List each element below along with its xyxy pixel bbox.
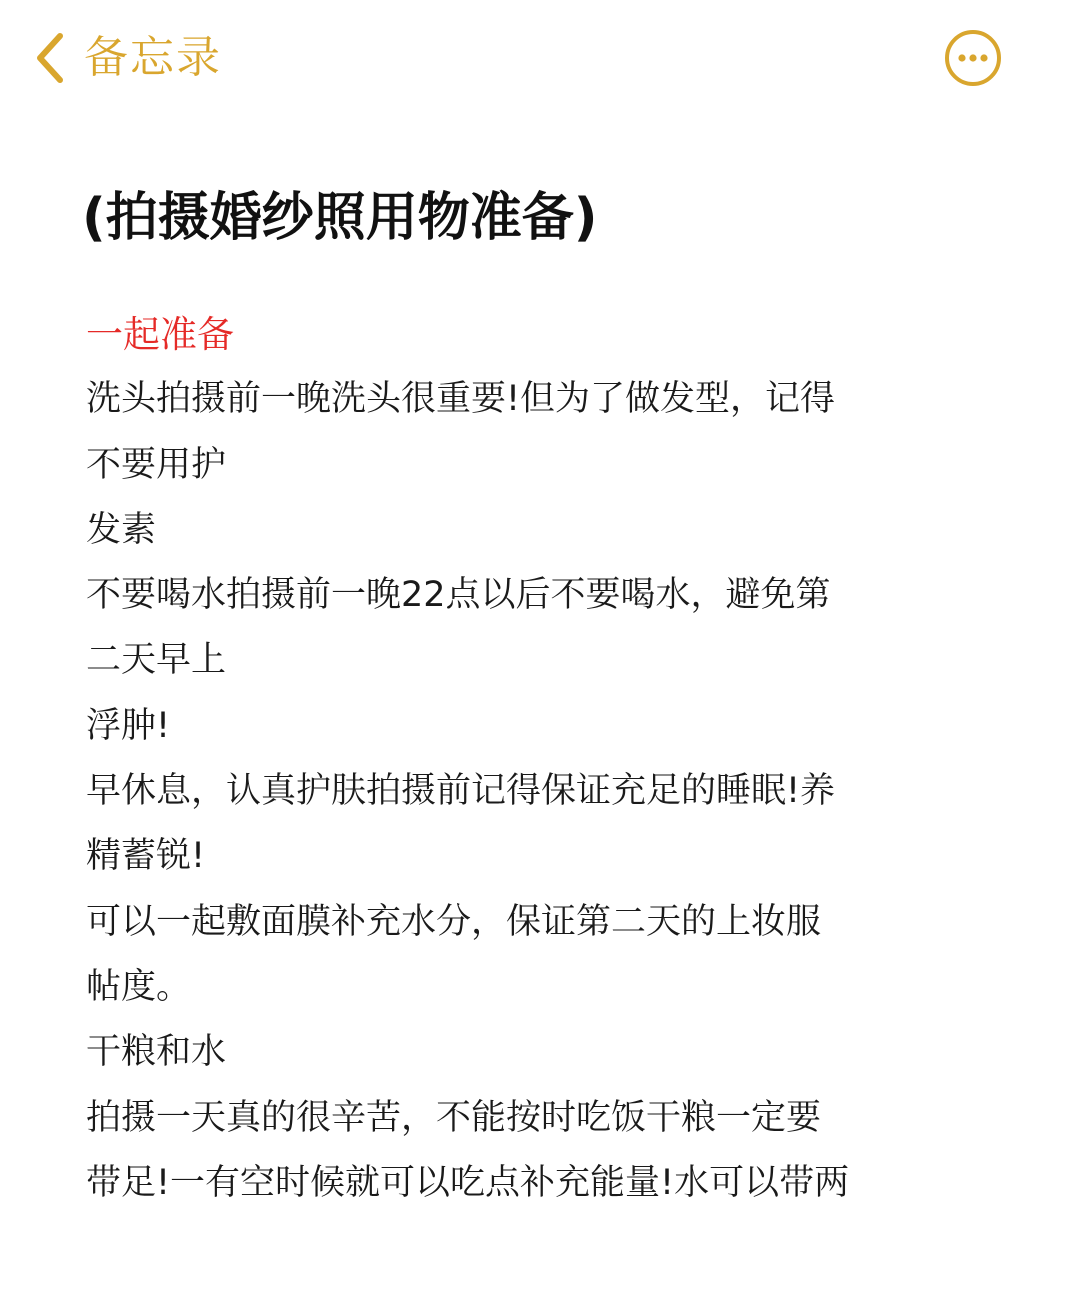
note-line: 早休息，认真护肤拍摄前记得保证充足的睡眠!养 <box>86 771 836 812</box>
note-title: (拍摄婚纱照用物准备) <box>82 188 598 248</box>
navigation-bar <box>0 0 1080 120</box>
section-heading: 一起准备 <box>86 313 234 356</box>
note-line: 发素 <box>86 509 157 550</box>
note-line: 帖度。 <box>86 966 192 1007</box>
note-line: 不要喝水拍摄前一晚22点以后不要喝水，避免第 <box>86 575 831 616</box>
note-line: 干粮和水 <box>86 1032 227 1073</box>
note-line: 不要用护 <box>86 444 227 485</box>
back-label: 备忘录 <box>84 32 222 83</box>
note-line: 拍摄一天真的很辛苦，不能按时吃饭干粮一定要 <box>86 1097 822 1138</box>
note-line: 带足!一有空时候就可以吃点补充能量!水可以带两 <box>86 1162 850 1203</box>
more-options-button[interactable] <box>944 29 1002 87</box>
note-line: 洗头拍摄前一晚洗头很重要!但为了做发型，记得 <box>86 379 836 420</box>
back-button[interactable] <box>34 28 222 88</box>
more-options-icon <box>944 29 1002 87</box>
note-line: 可以一起敷面膜补充水分，保证第二天的上妆服 <box>86 901 822 942</box>
note-line: 精蓄锐! <box>86 836 206 877</box>
note-line: 二天早上 <box>86 640 227 681</box>
chevron-left-icon <box>34 32 66 84</box>
note-line: 浮肿! <box>86 705 171 746</box>
note-body <box>86 302 966 1216</box>
